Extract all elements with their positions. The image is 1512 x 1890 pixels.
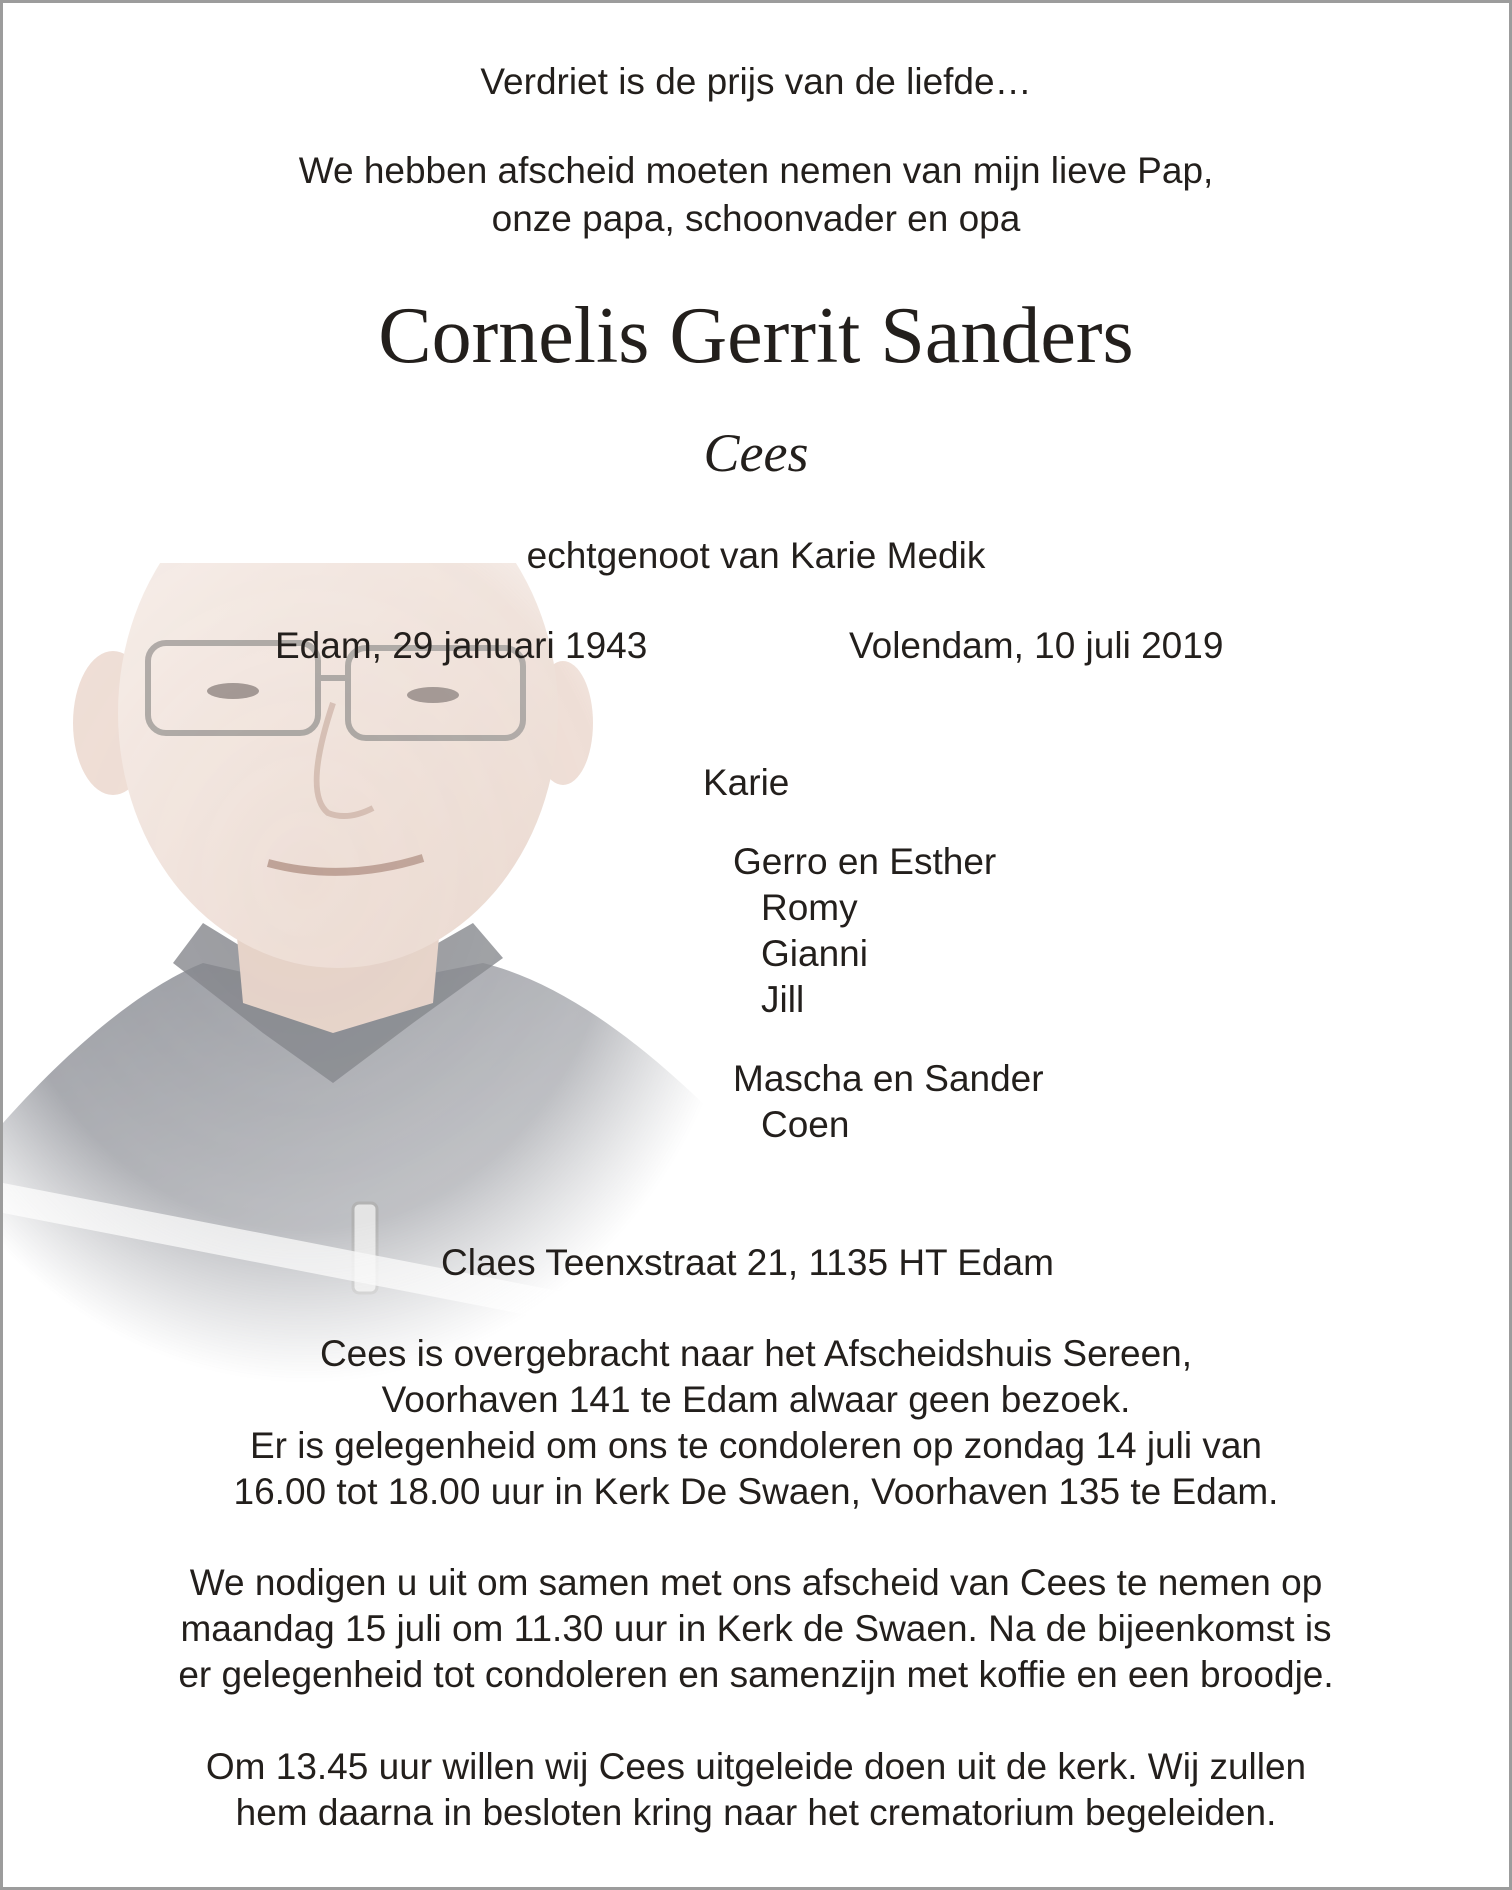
farewell-line: maandag 15 juli om 11.30 uur in Kerk de Swaen. Na de bijeenkomst is: [180, 1608, 1332, 1649]
grandchild-2: Gianni: [761, 933, 868, 974]
grandchild-3: Jill: [761, 979, 805, 1020]
viewing-line: Voorhaven 141 te Edam alwaar geen bezoek.: [381, 1379, 1131, 1420]
viewing-line: 16.00 tot 18.00 uur in Kerk De Swaen, Voorhaven 135 te Edam.: [233, 1471, 1279, 1512]
home-address: Claes Teenxstraat 21, 1135 HT Edam: [441, 1242, 1054, 1283]
family-child-2: Mascha en Sander: [733, 1058, 1044, 1099]
viewing-line: Cees is overgebracht naar het Afscheidshuis Sereen,: [319, 1333, 1193, 1374]
cremation-line: Om 13.45 uur willen wij Cees uitgeleide doen uit de kerk. Wij zullen: [205, 1746, 1307, 1787]
cremation-line: hem daarna in besloten kring naar het crematorium begeleiden.: [235, 1792, 1277, 1833]
intro-line-2: onze papa, schoonvader en opa: [491, 198, 1021, 239]
farewell-line: er gelegenheid tot condoleren en samenzijn met koffie en een broodje.: [178, 1654, 1334, 1695]
deceased-full-name: Cornelis Gerrit Sanders: [378, 292, 1134, 380]
grandchild-4: Coen: [761, 1104, 850, 1145]
cremation-paragraph: [3, 1744, 1509, 1836]
family-child-1: Gerro en Esther: [733, 841, 997, 882]
birth-date-place: Edam, 29 januari 1943: [275, 625, 648, 666]
grandchild-1: Romy: [761, 887, 858, 928]
viewing-paragraph: [3, 1331, 1509, 1515]
farewell-line: We nodigen u uit om samen met ons afscheid van Cees te nemen op: [189, 1562, 1323, 1603]
motto: Verdriet is de prijs van de liefde…: [480, 61, 1032, 102]
viewing-line: Er is gelegenheid om ons te condoleren op zondag 14 juli van: [249, 1425, 1263, 1466]
intro-line-1: We hebben afscheid moeten nemen van mijn lieve Pap,: [298, 150, 1214, 191]
deceased-nickname: Cees: [703, 423, 809, 483]
spouse-line: echtgenoot van Karie Medik: [526, 535, 986, 576]
farewell-paragraph: [3, 1560, 1509, 1698]
family-partner: Karie: [703, 762, 790, 803]
death-date-place: Volendam, 10 juli 2019: [849, 625, 1224, 666]
